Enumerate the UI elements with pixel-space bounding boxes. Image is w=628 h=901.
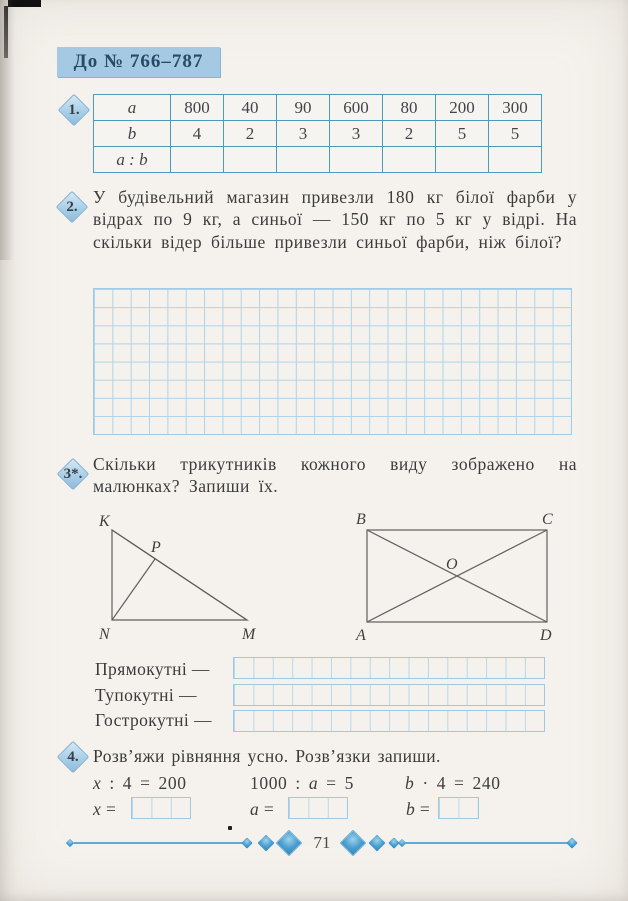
- working-grid[interactable]: [93, 288, 572, 435]
- value-cell: 4: [171, 121, 224, 147]
- value-cell: 5: [436, 121, 489, 147]
- value-cell: 800: [171, 95, 224, 121]
- answer-label-acute-triangles: Гострокутні —: [95, 710, 212, 730]
- value-cell: 300: [489, 95, 542, 121]
- vertex-label-c: C: [542, 511, 553, 528]
- value-cell: 40: [224, 95, 277, 121]
- task1-badge: 1.: [57, 93, 91, 127]
- page-number: 71: [313, 833, 331, 852]
- footer-rule-left: [74, 842, 243, 844]
- answer-label-a: a =: [250, 799, 275, 819]
- diamond-icon: [276, 830, 303, 857]
- task4-badge: 4.: [56, 740, 90, 774]
- answer-cell[interactable]: [171, 147, 224, 173]
- value-cell: 80: [383, 95, 436, 121]
- vertex-label-a: A: [356, 627, 366, 644]
- rectangle-figure: [350, 505, 565, 645]
- answer-strip-obtuse-triangles[interactable]: [233, 684, 545, 706]
- diamond-icon: [66, 839, 74, 847]
- table-row: [94, 121, 542, 147]
- answer-strip-right-triangles[interactable]: [233, 657, 545, 679]
- value-cell: 5: [489, 121, 542, 147]
- scan-shadow-left: [0, 0, 14, 260]
- value-cell: 3: [330, 121, 383, 147]
- vertex-label-b: B: [356, 511, 366, 528]
- vertex-label-n: N: [99, 626, 110, 643]
- task2-text: У будівельний магазин привезли 180 кг білої фарби у відрах по 9 кг, а синьої — 150 кг по 5 кг у відрі. На скільки відер більше привезли синьої фарби, ніж білої?: [93, 187, 577, 252]
- value-cell: 2: [383, 121, 436, 147]
- row-label: a : b: [94, 147, 171, 173]
- answer-input-a[interactable]: [288, 797, 348, 819]
- equation-3: b · 4 = 240: [405, 773, 501, 793]
- row-label: a: [94, 95, 171, 121]
- triangle-figure: [85, 505, 305, 645]
- answer-label-obtuse-triangles: Тупокутні —: [95, 685, 197, 705]
- answer-strip-acute-triangles[interactable]: [233, 710, 545, 732]
- equation-1: x : 4 = 200: [93, 773, 187, 793]
- answer-label-x: x =: [93, 799, 117, 819]
- vertex-label-d: D: [540, 627, 552, 644]
- section-ref-header: До № 766–787: [57, 47, 220, 77]
- division-table: [93, 94, 542, 173]
- task3-text: Скільки трикутників кожного виду зображено на малюнках? Запиши їх.: [93, 454, 577, 497]
- vertex-label-k: K: [99, 513, 110, 530]
- answer-label-b: b =: [406, 799, 431, 819]
- value-cell: 90: [277, 95, 330, 121]
- diamond-icon: [340, 830, 367, 857]
- vertex-label-m: M: [242, 626, 256, 643]
- footer-rule-right: [405, 842, 570, 844]
- answer-cell[interactable]: [489, 147, 542, 173]
- row-label: b: [94, 121, 171, 147]
- answer-cell[interactable]: [224, 147, 277, 173]
- diamond-icon: [566, 837, 577, 848]
- answer-input-x[interactable]: [131, 797, 191, 819]
- answer-label-right-triangles: Прямокутні —: [95, 659, 210, 679]
- answer-input-b[interactable]: [438, 797, 479, 819]
- value-cell: 200: [436, 95, 489, 121]
- table-row: [94, 147, 542, 173]
- value-cell: 2: [224, 121, 277, 147]
- task4-title: Розв’яжи рівняння усно. Розв’язки запиши.: [93, 746, 441, 766]
- table-row: [94, 95, 542, 121]
- value-cell: 600: [330, 95, 383, 121]
- scan-speck: [228, 826, 232, 830]
- task3-badge: 3*.: [56, 457, 90, 491]
- vertex-label-o: O: [446, 556, 458, 573]
- answer-cell[interactable]: [330, 147, 383, 173]
- answer-cell[interactable]: [383, 147, 436, 173]
- task2-badge: 2.: [55, 190, 89, 224]
- answer-cell[interactable]: [277, 147, 330, 173]
- vertex-label-p: P: [151, 539, 161, 556]
- equation-2: 1000 : a = 5: [250, 773, 354, 793]
- answer-cell[interactable]: [436, 147, 489, 173]
- diamond-icon: [241, 837, 252, 848]
- value-cell: 3: [277, 121, 330, 147]
- diamond-icon: [369, 835, 386, 852]
- diamond-icon: [258, 835, 275, 852]
